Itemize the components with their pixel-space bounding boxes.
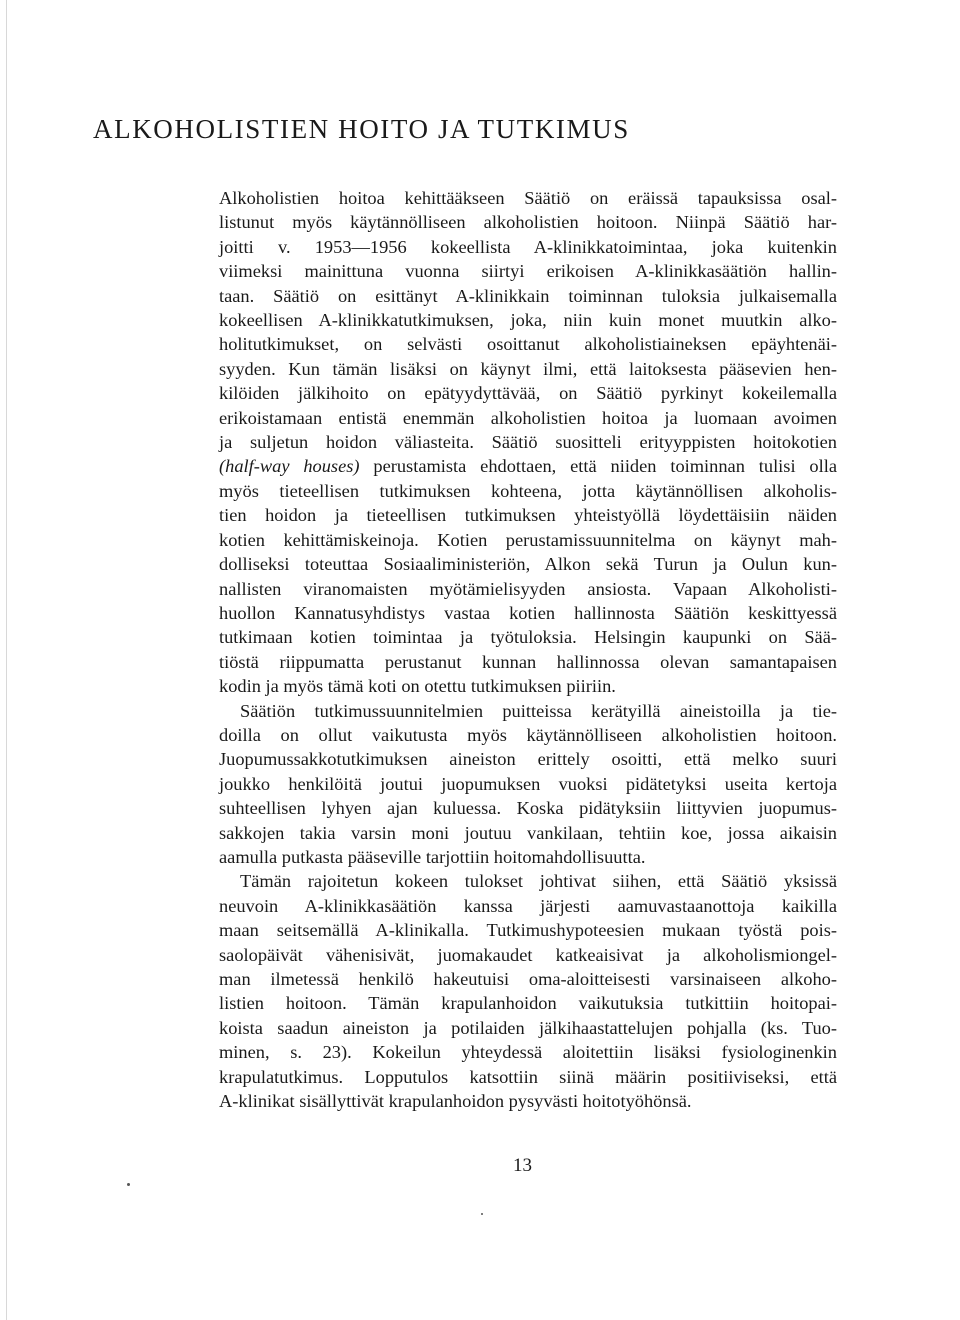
text-line (219, 1016, 837, 1040)
text-line-content: saolopäivät vähenisivät, juomakaudet katkeaisivat ja alkoholismiongel- (219, 944, 837, 965)
paragraph-juopumussakkotutkimus (219, 699, 837, 870)
text-line (219, 357, 837, 381)
text-line (219, 943, 837, 967)
italic-term: (half-way houses) (219, 456, 360, 477)
text-line-content: dolliseksi toteuttaa Sosiaaliministeriön, Alkon sekä Turun ja Oulun kun- (219, 554, 837, 575)
text-line-content: huollon Kannatusyhdistys vastaa kotien hallinnosta Säätiön keskittyessä (219, 602, 837, 623)
text-line-content: (half-way houses) perustamista ehdottaen, että niiden toiminnan tulisi olla (219, 456, 837, 477)
text-line (219, 967, 837, 991)
text-line-content: kotien kehittämiskeinoja. Kotien perustamissuunnitelma on käynyt mah- (219, 529, 837, 550)
text-line-content: Säätiön tutkimussuunnitelmien puitteissa kerätyillä aineistoilla ja tie- (240, 700, 837, 721)
text-line (219, 747, 837, 771)
text-line (219, 406, 837, 430)
text-line-content: minen, s. 23). Kokeilun yhteydessä aloitettiin lisäksi fysiologinenkin (219, 1042, 837, 1063)
text-line-content: myös tieteellisen tutkimuksen kohteena, jotta käytännöllisen alkoholis- (219, 480, 837, 501)
text-line-content: listien hoitoon. Tämän krapulanhoidon vaikutuksia tutkittiin hoitopai- (219, 993, 837, 1014)
text-line-content: neuvoin A-klinikkasäätiön kanssa järjesti aamuvastaanottoja kaikilla (219, 895, 837, 916)
text-line-content: maan seitsemällä A-klinikalla. Tutkimushypoteesien mukaan työstä pois- (219, 920, 837, 941)
text-line-content: joitti v. 1953—1956 kokeellista A-klinikkatoimintaa, joka kuitenkin (219, 236, 837, 257)
text-line (219, 699, 837, 723)
text-line (219, 869, 837, 893)
text-line-content: kilöiden jälkihoito on epätyydyttävää, on Säätiö pyrkinyt kokeilemalla (219, 383, 837, 404)
text-line (219, 479, 837, 503)
text-line (219, 308, 837, 332)
text-line (219, 332, 837, 356)
page-scan-edge (6, 0, 7, 1320)
text-line (219, 381, 837, 405)
text-line-content: Tämän rajoitetun kokeen tulokset johtivat siihen, että Säätiö yksissä (240, 871, 837, 892)
text-line (219, 845, 837, 869)
text-line-content: ja suljetun hoidon väliasteita. Säätiö suositteli erityyppisten hoitokotien (219, 432, 837, 453)
text-line (219, 601, 837, 625)
text-line-content: aamulla putkasta pääseville tarjottiin hoitomahdollisuutta. (219, 846, 646, 867)
text-line-content: tutkimaan kotien toimintaa ja työtuloksia. Helsingin kaupunki on Sää- (219, 627, 837, 648)
text-line (219, 235, 837, 259)
text-line (219, 821, 837, 845)
text-line (219, 284, 837, 308)
page-number: 13 (513, 1155, 532, 1176)
scan-speck (127, 1183, 130, 1186)
text-line (219, 552, 837, 576)
text-line-content: erikoistamaan entistä enemmän alkoholistien hoitoa ja luomaan avoimen (219, 407, 837, 428)
page-title: ALKOHOLISTIEN HOITO JA TUTKIMUS (93, 114, 630, 144)
text-line (219, 723, 837, 747)
text-line (219, 625, 837, 649)
text-line-content: taan. Säätiö on esittänyt A-klinikkain toiminnan tuloksia julkaisemalla (219, 285, 837, 306)
text-line (219, 991, 837, 1015)
text-line-content: joukko henkilöitä joutui juopumuksen vuoksi pidätetyksi useita kertoja (219, 773, 837, 794)
text-line-content: sakkojen takia varsin moni joutuu vankilaan, tehtiin koe, jossa aikaisin (219, 822, 837, 843)
text-line (219, 186, 837, 210)
text-line-content: Juopumussakkotutkimuksen aineiston erittely osoitti, että melko suuri (219, 749, 837, 770)
text-line-content: kokeellisen A-klinikkatutkimuksen, joka, niin kuin monet muutkin alko- (219, 310, 837, 331)
text-line-content: nallisten viranomaisten myötämielisyyden ansiosta. Vapaan Alkoholisti- (219, 578, 837, 599)
text-line (219, 1040, 837, 1064)
text-line-content: krapulatutkimus. Lopputulos katsottiin siinä määrin positiiviseksi, että (219, 1066, 837, 1087)
text-line-content: syyden. Kun tämän lisäksi on käynyt ilmi, että laitoksesta pääsevien hen- (219, 358, 837, 379)
text-line (219, 430, 837, 454)
text-line-content: tien hoidon ja tieteellisen tutkimuksen yhteistyöllä löydettäisiin näiden (219, 505, 837, 526)
text-line-content: doilla on ollut vaikutusta myös käytännölliseen alkoholistien hoitoon. (219, 724, 837, 745)
text-line (219, 772, 837, 796)
text-line (219, 894, 837, 918)
text-line (219, 674, 837, 698)
text-line-content: viimeksi mainittuna vuonna siirtyi erikoisen A-klinikkasäätiön hallin- (219, 261, 837, 282)
text-line-content: suhteellisen lyhyen ajan kuluessa. Koska pidätyksiin liittyvien juopumus- (219, 798, 837, 819)
text-line (219, 210, 837, 234)
text-line (219, 503, 837, 527)
text-line (219, 577, 837, 601)
paragraph-krapulanhoito (219, 869, 837, 1113)
text-line-content: holitutkimukset, on selvästi osoittanut alkoholistiaineksen epäyhtenäi- (219, 334, 837, 355)
text-line-content: man ilmetessä henkilö hakeutuisi oma-aloitteisesti varsinaiseen alkoho- (219, 969, 837, 989)
text-line (219, 918, 837, 942)
text-line-content: A-klinikat sisällyttivät krapulanhoidon pysyvästi hoitotyöhönsä. (219, 1091, 692, 1112)
text-line-content: listunut myös käytännölliseen alkoholistien hoitoon. Niinpä Säätiö har- (219, 212, 837, 233)
body-text (219, 186, 837, 1113)
text-line (219, 650, 837, 674)
text-line (219, 1089, 837, 1113)
text-line (219, 259, 837, 283)
paragraph-hoito-kehittaminen (219, 186, 837, 699)
text-line-content: kodin ja myös tämä koti on otettu tutkimuksen piiriin. (219, 676, 616, 697)
text-line (219, 796, 837, 820)
text-line (219, 1065, 837, 1089)
text-line-content: tiöstä riippumatta perustanut kunnan hallinnossa olevan samantapaisen (219, 651, 837, 672)
text-line-content: Alkoholistien hoitoa kehittääkseen Säätiö on eräissä tapauksissa osal- (219, 188, 837, 208)
text-line (219, 528, 837, 552)
scan-speck (481, 1213, 483, 1215)
text-line-content: koista saadun aineiston ja potilaiden jälkihaastattelujen pohjalla (ks. Tuo- (219, 1017, 837, 1038)
text-line (219, 454, 837, 478)
